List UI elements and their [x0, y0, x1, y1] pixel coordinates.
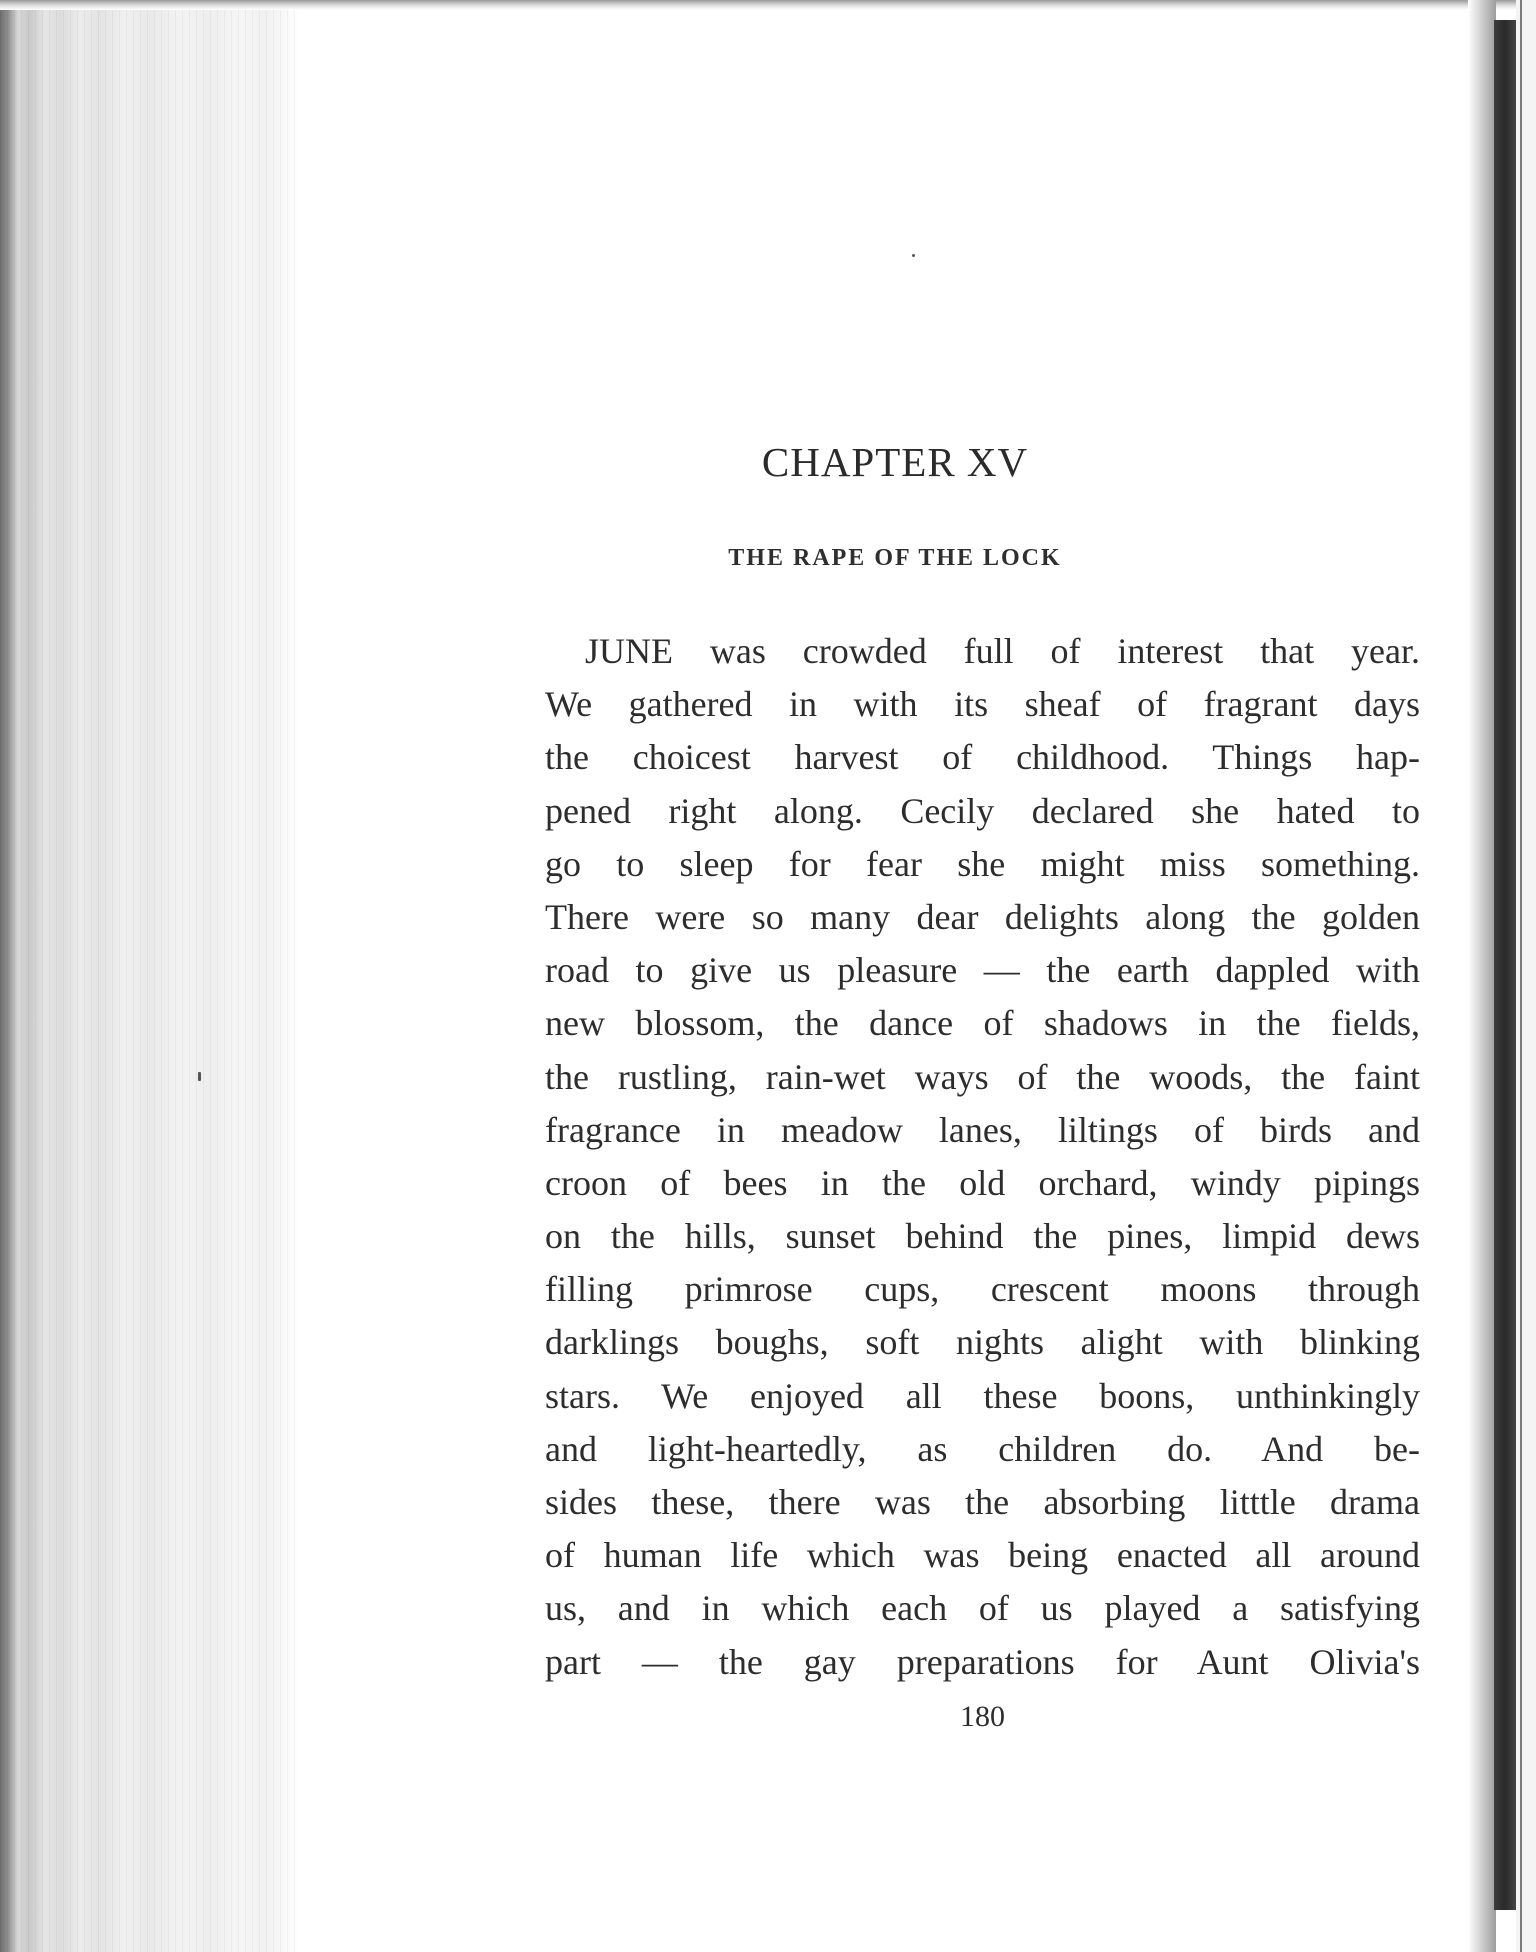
text-line: darklings boughs, soft nights alight with blinking	[545, 1322, 1420, 1363]
top-page-edge	[0, 0, 1536, 10]
text-line: the choicest harvest of childhood. Things hap-	[545, 737, 1420, 778]
text-line: new blossom, the dance of shadows in the fields,	[545, 1003, 1420, 1044]
text-line: pened right along. Cecily declared she hated to	[545, 790, 1420, 831]
text-line: We gathered in with its sheaf of fragrant days	[545, 684, 1420, 725]
body-text	[545, 625, 1420, 1689]
text-line: us, and in which each of us played a satisfying	[545, 1588, 1420, 1629]
text-line: There were so many dear delights along the golden	[545, 896, 1420, 937]
text-line: fragrance in meadow lanes, liltings of birds and	[545, 1109, 1420, 1150]
text-line: JUNE was crowded full of interest that year.	[585, 631, 1420, 671]
right-margin-edge	[1516, 0, 1536, 1952]
text-line: road to give us pleasure — the earth dappled with	[545, 950, 1420, 991]
page-number: 180	[960, 1700, 1005, 1733]
chapter-subtitle: THE RAPE OF THE LOCK	[728, 545, 1062, 571]
text-line: of human life which was being enacted all around	[545, 1535, 1420, 1576]
left-page-edges	[0, 0, 300, 1952]
text-line: part — the gay preparations for Aunt Olivia's	[545, 1641, 1420, 1682]
text-line: sides these, there was the absorbing litttle drama	[545, 1482, 1420, 1522]
text-line: stars. We enjoyed all these boons, unthinkingly	[545, 1375, 1420, 1416]
text-line: go to sleep for fear she might miss something.	[545, 843, 1420, 884]
text-line: croon of bees in the old orchard, windy pipings	[545, 1162, 1420, 1203]
chapter-title: CHAPTER XV	[761, 439, 1029, 485]
book-spine	[1494, 20, 1516, 1910]
binding-shadow	[1468, 0, 1496, 1952]
text-line: the rustling, rain-wet ways of the woods, the faint	[545, 1056, 1420, 1097]
text-line: filling primrose cups, crescent moons through	[545, 1269, 1420, 1310]
right-edge-line	[1520, 0, 1522, 1952]
ink-speck	[912, 254, 915, 257]
text-line: and light-heartedly, as children do. And be-	[545, 1428, 1420, 1469]
text-line: on the hills, sunset behind the pines, limpid dews	[545, 1216, 1420, 1257]
ink-speck	[198, 1072, 201, 1081]
